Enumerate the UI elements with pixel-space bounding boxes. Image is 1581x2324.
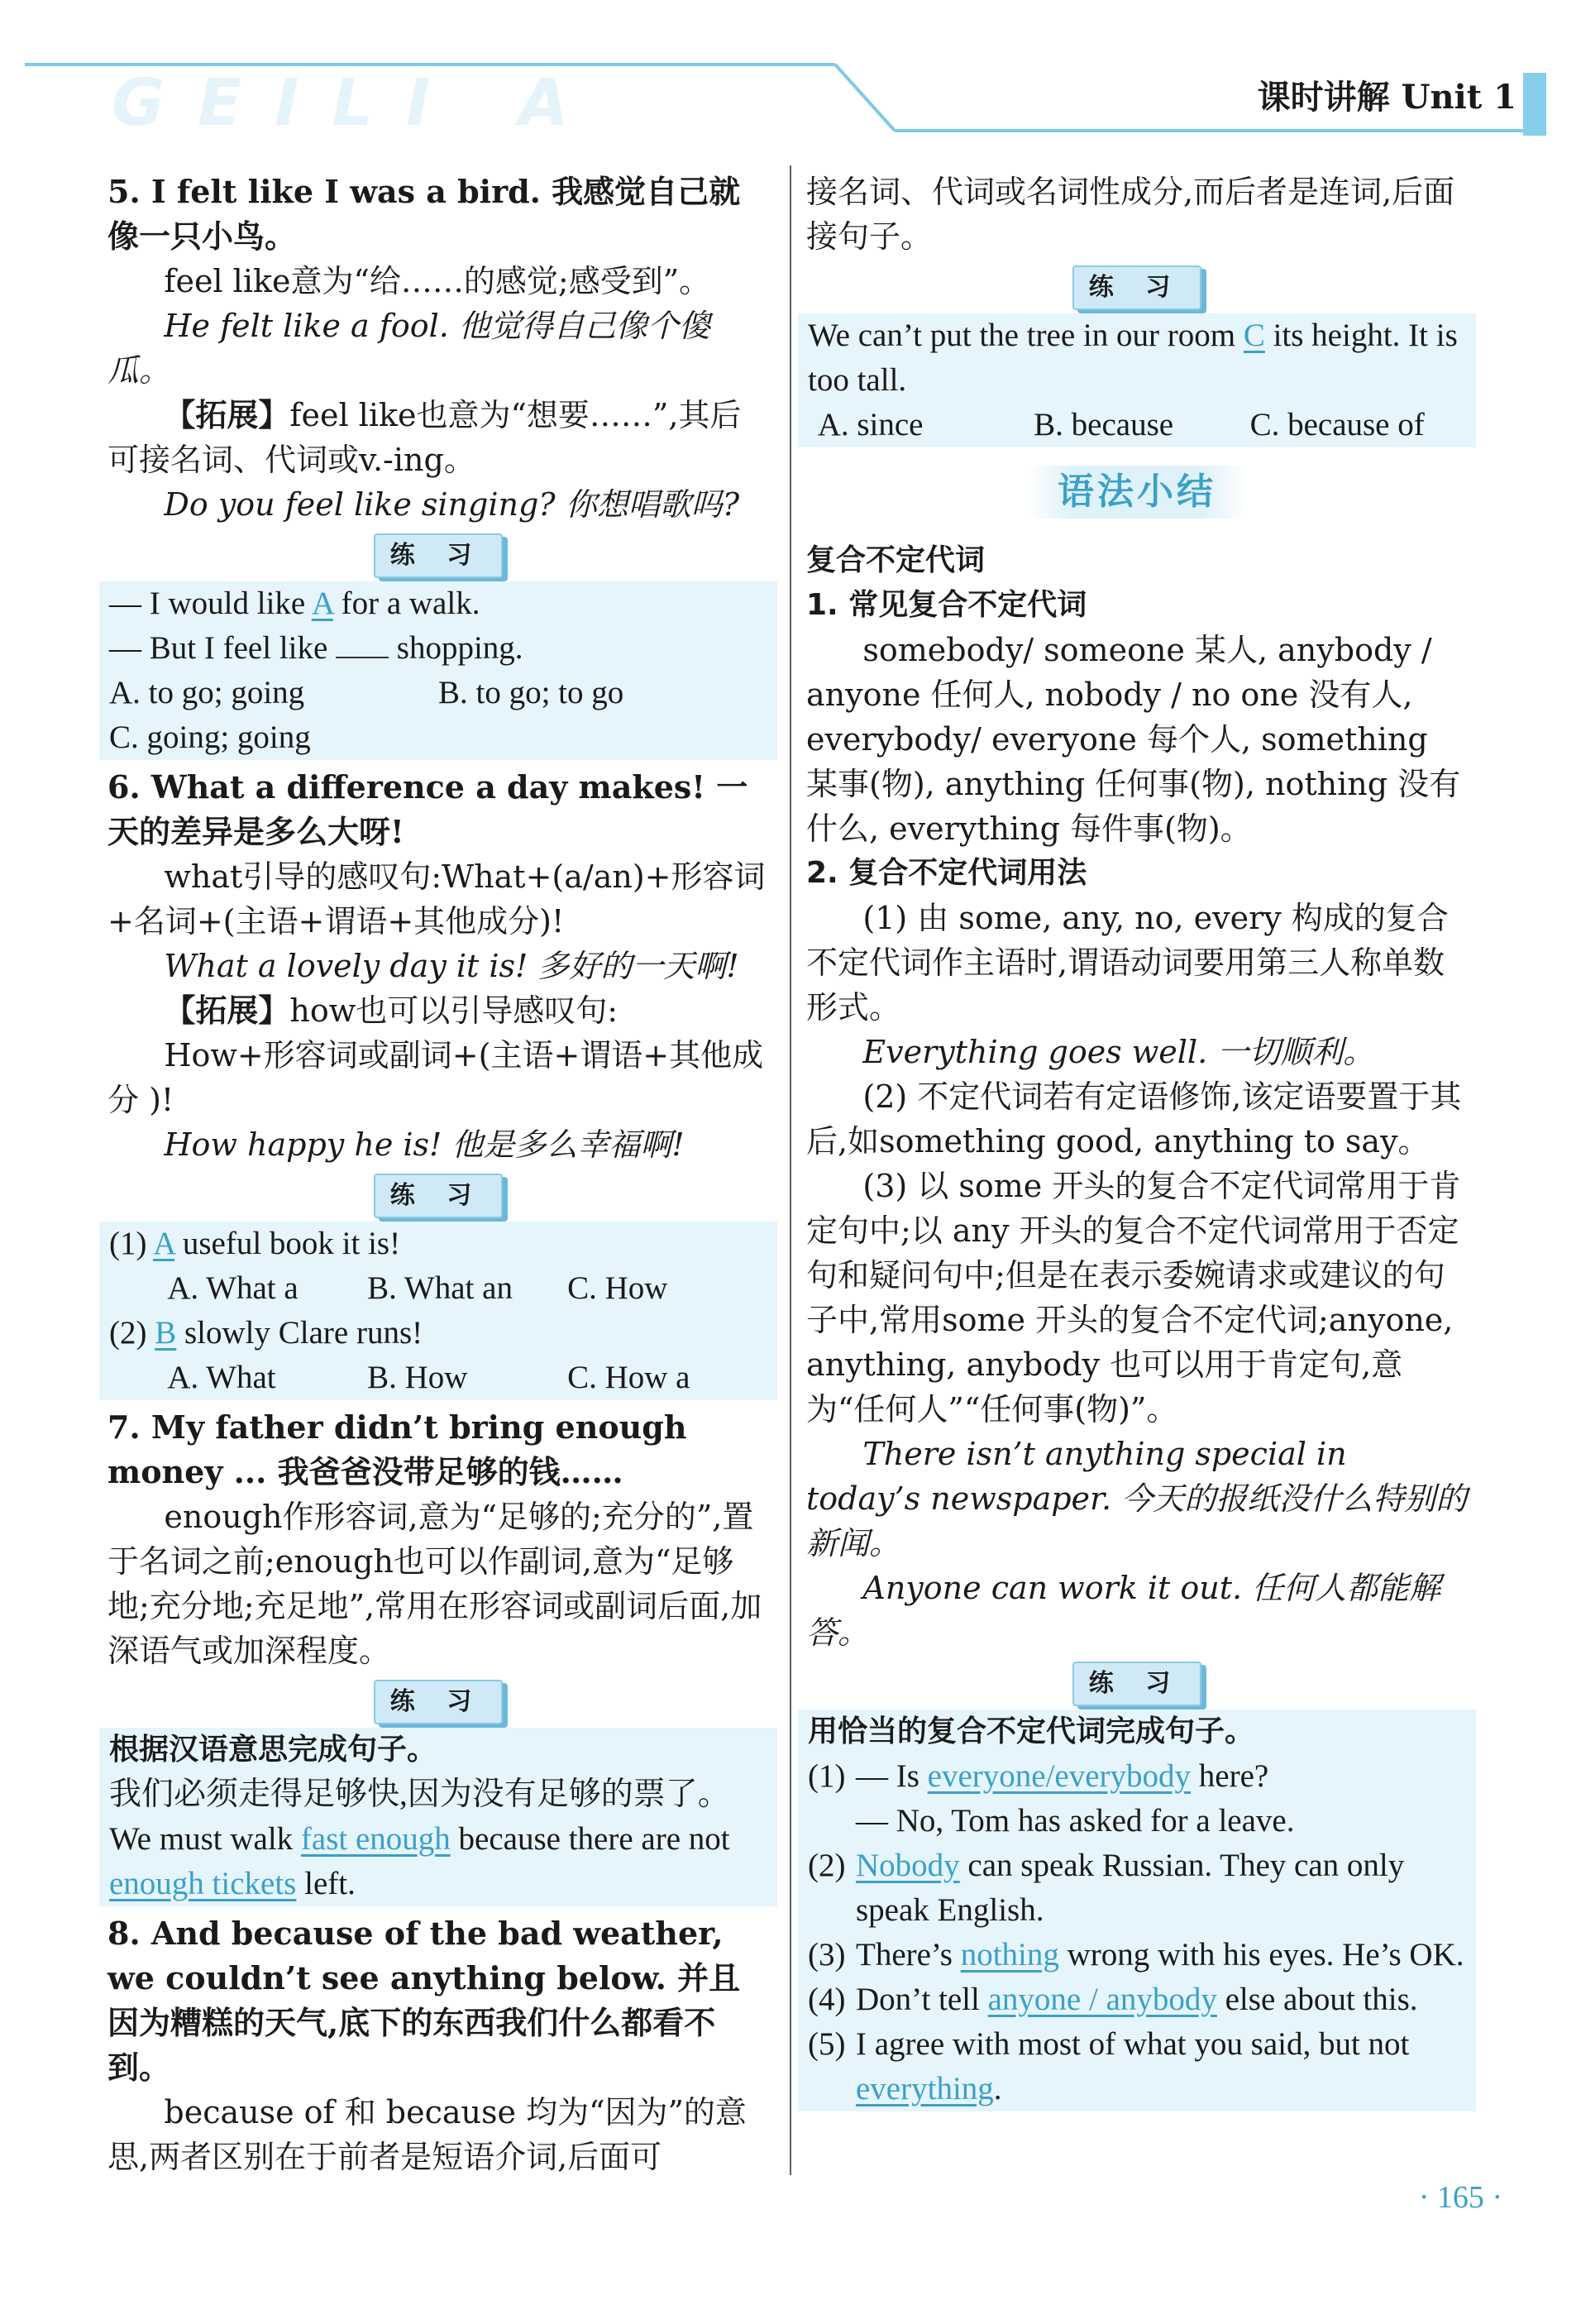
grammar-section-wrap: [806, 466, 1468, 524]
practice-grammar-q4: (4) Don’t tell anyone / anybody else about this.: [808, 1982, 1418, 2017]
practice-box-6: [99, 1222, 777, 1400]
practice-grammar-instruction: 用恰当的复合不定代词完成句子。: [808, 1714, 1255, 1748]
practice-label-wrap: [806, 1658, 1468, 1710]
item-6-example-2: How happy he is! 他是多么幸福啊!: [164, 1126, 685, 1163]
practice-grammar-q1: (1) — Is everyone/everybody here? — No, Tom has asked for a leave.: [808, 1758, 1295, 1839]
answer: everyone/everybody: [927, 1758, 1192, 1794]
grammar-list: somebody/ someone 某人, anybody / anyone 任何人, nobody / no one 没有人, everybody/ everyone 每个人, something 某事(物), anything 任何事(物), nothing 没有什么, everything 每件事(物)。: [806, 632, 1461, 847]
column-divider: [790, 165, 791, 2175]
grammar-subheading-2: 2. 复合不定代词用法: [806, 856, 1087, 890]
item-5-extension: [107, 393, 769, 482]
answer: C: [1243, 318, 1265, 353]
item-8-title: 8. And because of the bad weather, we couldn’t see anything below. 并且因为糟糕的天气,底下的东西我们什么都看不到。: [107, 1915, 741, 2086]
practice-7-instruction: 根据汉语意思完成句子。: [109, 1733, 437, 1767]
item-5-explanation: feel like意为“给……的感觉;感受到”。: [164, 263, 711, 299]
answer: A: [153, 1226, 175, 1261]
grammar-heading: 复合不定代词: [806, 543, 986, 577]
answer: anyone / anybody: [987, 1982, 1217, 2017]
unit-label: 课时讲解 Unit 1: [1257, 78, 1517, 117]
practice-label-wrap: [107, 1170, 769, 1222]
item-7-explanation: enough作形容词,意为“足够的;充分的”,置于名词之前;enough也可以作副词,意为“足够地;充分地;充足地”,常用在形容词或副词后面,加深语气或加深程度。: [107, 1499, 762, 1669]
item-6-pattern: How+形容词或副词+(主语+谓语+其他成分 )!: [107, 1037, 764, 1118]
extension-label: 【拓展】: [164, 396, 290, 433]
practice-8-question: We can’t put the tree in our room C its height. It is too tall.: [808, 318, 1458, 398]
grammar-summary-title: 语法小结: [1028, 466, 1246, 519]
header-watermark: GEILI A: [112, 66, 602, 141]
practice-5-options: A. to go; going B. to go; to go: [109, 675, 624, 710]
practice-6-q1-options: A. What a B. What an C. How: [167, 1270, 668, 1306]
practice-7-english: We must walk fast enough because there are not enough tickets left.: [109, 1821, 730, 1901]
practice-6-q2: (2) B slowly Clare runs!: [109, 1315, 423, 1351]
practice-label: 练 习: [374, 1680, 503, 1724]
practice-grammar-q5: (5) I agree with most of what you said, but not everything.: [808, 2026, 1410, 2106]
grammar-example-3: Anyone can work it out. 任何人都能解答。: [806, 1570, 1441, 1651]
answer: enough tickets: [109, 1866, 297, 1901]
practice-label: 练 习: [1072, 265, 1201, 310]
practice-label-wrap: [107, 530, 769, 581]
item-8-explanation: because of 和 because 均为“因为”的意思,两者区别在于前者是短语介词,后面可: [107, 2094, 747, 2175]
item-6-example-1: What a lovely day it is! 多好的一天啊!: [164, 948, 739, 984]
practice-6-q2-options: A. What B. How C. How a: [167, 1360, 690, 1395]
practice-label: 练 习: [374, 533, 503, 578]
answer: fast enough: [300, 1821, 451, 1857]
practice-label-wrap: [806, 262, 1468, 313]
practice-box-grammar: [798, 1710, 1476, 2111]
page-number: · 165 ·: [1418, 2180, 1502, 2215]
answer: Nobody: [856, 1848, 960, 1883]
practice-label: 练 习: [374, 1174, 503, 1218]
practice-5-line-2: — But I feel like shopping.: [109, 630, 523, 666]
grammar-subheading-1: 1. 常见复合不定代词: [806, 588, 1087, 622]
practice-7-chinese: 我们必须走得足够快,因为没有足够的票了。: [109, 1776, 730, 1812]
blank: [336, 657, 389, 658]
practice-box-7: [99, 1728, 777, 1906]
grammar-rule-3: (3) 以 some 开头的复合不定代词常用于肯定句中;以 any 开头的复合不定代词常用于否定句和疑问句中;但是在表示委婉请求或建议的句子中,常用some 开头的复合不定代词;anyone, anything, anybody 也可以用于肯定句,意为“任何人”“任何事(物)”。: [806, 1168, 1461, 1427]
item-5-example-2: Do you feel like singing? 你想唱歌吗?: [164, 486, 740, 523]
item-5-example-1: He felt like a fool. 他觉得自己像个傻瓜。: [107, 308, 710, 389]
practice-grammar-q3: (3) There’s nothing wrong with his eyes. He’s OK.: [808, 1937, 1464, 1973]
item-7-title: 7. My father didn’t bring enough money ... 我爸爸没带足够的钱……: [107, 1408, 687, 1490]
extension-text: feel like也意为“想要……”,其后可接名词、代词或v.-ing。: [107, 397, 742, 478]
left-column: [107, 170, 769, 2179]
practice-grammar-q2: (2) Nobody can speak Russian. They can only speak English.: [808, 1848, 1405, 1928]
practice-label: 练 习: [1072, 1662, 1201, 1706]
item-5-title: 5. I felt like I was a bird. 我感觉自己就像一只小鸟。: [107, 173, 741, 255]
item-8-continued: 接名词、代词或名词性成分,而后者是连词,后面接句子。: [806, 174, 1455, 255]
right-column: [806, 170, 1468, 2116]
practice-box-8: [798, 313, 1476, 447]
answer: B: [155, 1315, 177, 1351]
answer: nothing: [960, 1937, 1059, 1973]
practice-box-5: [99, 581, 777, 760]
answer: everything: [856, 2071, 994, 2106]
grammar-example-1: Everything goes well. 一切顺利。: [862, 1034, 1375, 1070]
item-6-explanation: what引导的感叹句:What+(a/an)+形容词+名词+(主语+谓语+其他成分)!: [107, 858, 766, 940]
page-header: [0, 0, 1581, 145]
practice-6-q1: (1) A useful book it is!: [109, 1226, 401, 1261]
item-6-title: 6. What a difference a day makes! 一天的差异是多么大呀!: [107, 768, 748, 850]
practice-label-wrap: [107, 1676, 769, 1728]
item-6-extension: 【拓展】how也可以引导感叹句:: [164, 992, 619, 1029]
answer: A: [311, 586, 333, 621]
practice-5-line-1: — I would like A for a walk.: [109, 586, 480, 621]
practice-5-option-c: C. going; going: [109, 720, 311, 755]
grammar-rule-1: (1) 由 some, any, no, every 构成的复合不定代词作主语时,谓语动词要用第三人称单数形式。: [806, 900, 1449, 1026]
grammar-rule-2: (2) 不定代词若有定语修饰,该定语要置于其后,如something good, anything to say。: [806, 1078, 1462, 1160]
grammar-example-2: There isn’t anything special in today’s newspaper. 今天的报纸没什么特别的新闻。: [806, 1436, 1468, 1561]
practice-8-options: A. since B. because C. because of: [817, 407, 1425, 442]
